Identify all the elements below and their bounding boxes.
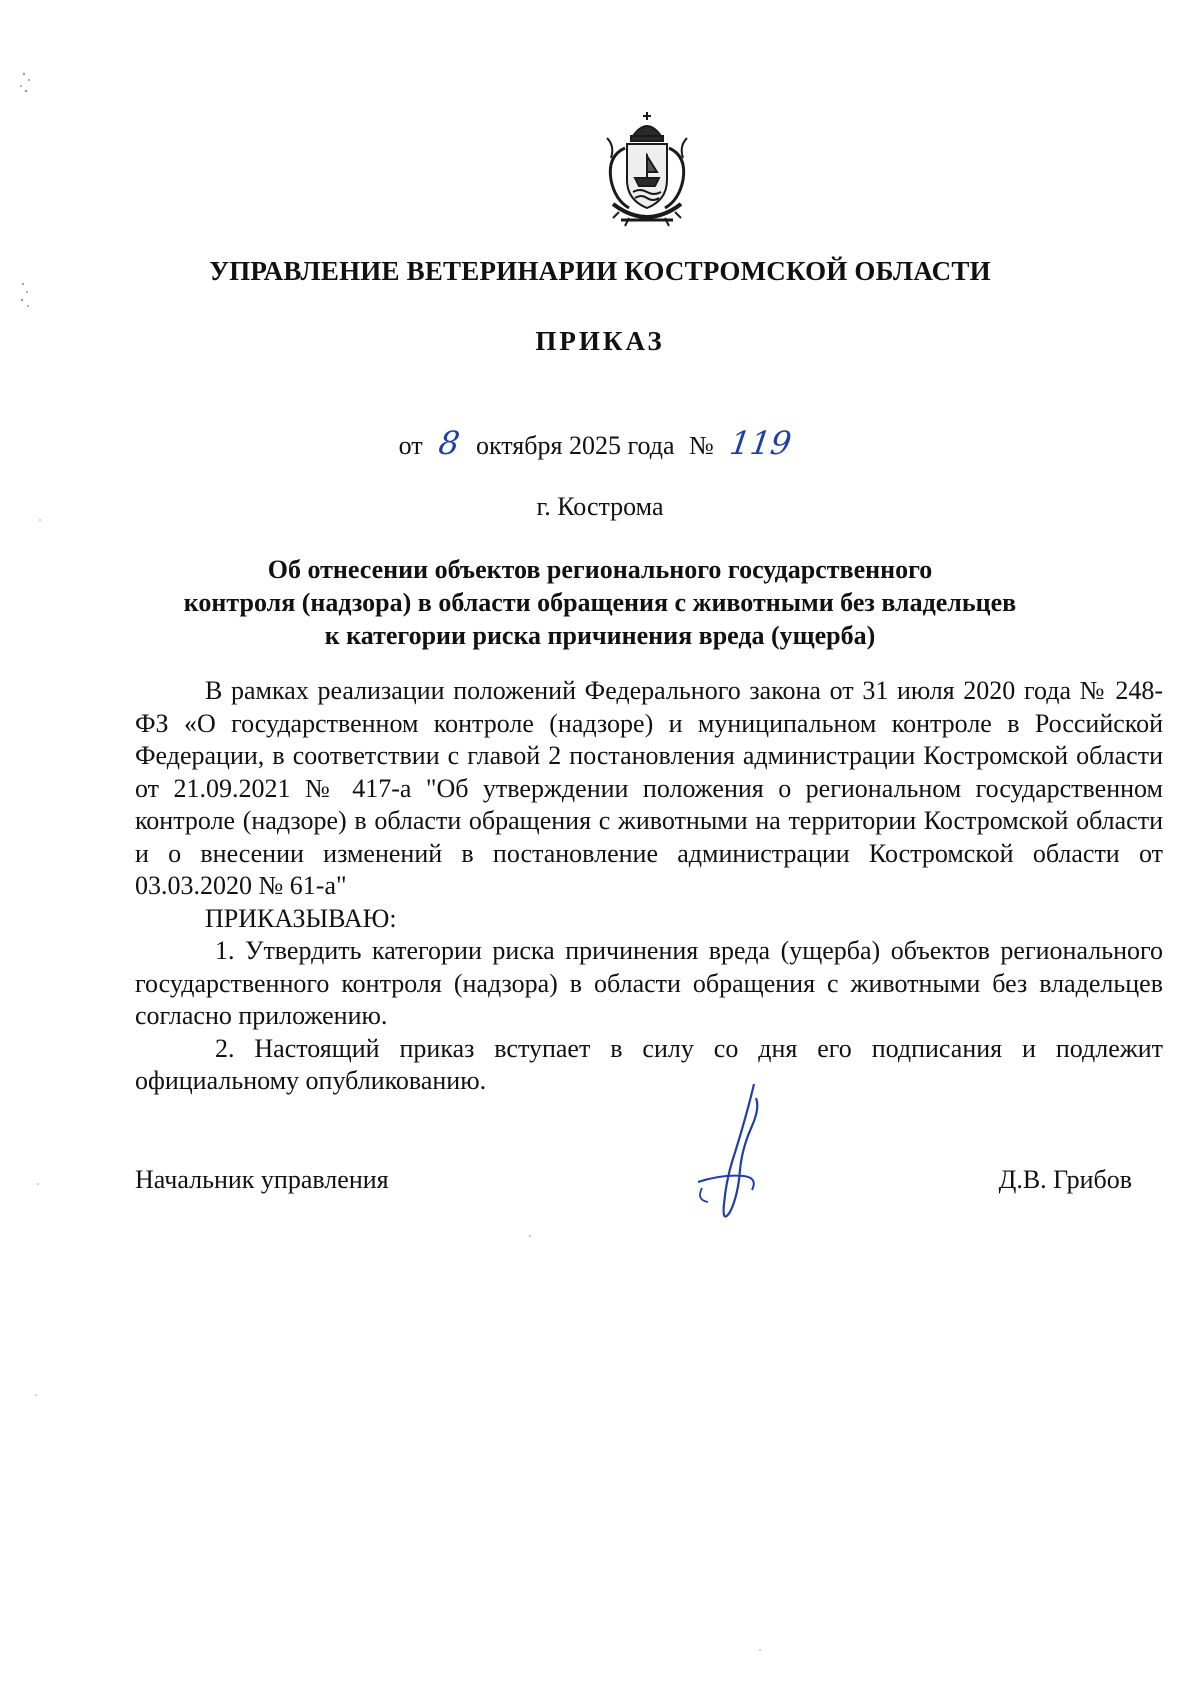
handwritten-day: 8	[436, 424, 463, 462]
number-sign: №	[689, 431, 714, 460]
order-item-1: 1. Утвердить категории риска причинения вреда (ущерба) объектов регионального государственного контроля (надзора) в области обращения с животными без владельцев согласно приложению.	[135, 936, 1163, 1030]
document-type: ПРИКАЗ	[535, 326, 665, 356]
document-body	[135, 675, 1163, 1098]
date-number-line	[0, 424, 1200, 462]
handwritten-signature-icon	[682, 1078, 792, 1228]
order-item-2: 2. Настоящий приказ вступает в силу со дня его подписания и подлежит официальному опубликованию.	[135, 1033, 1163, 1095]
document-subject	[140, 553, 1060, 652]
preamble-paragraph: В рамках реализации положений Федерального закона от 31 июля 2020 года № 248-ФЗ «О государственном контроле (надзоре) и муниципальном контроле в Российской Федерации, в соответствии с главой 2 постановления администрации Костромской области от 21.09.2021 № 417-а "Об утверждении положения о региональном государственном контроле (надзоре) в области обращения с животными на территории Костромской области и о внесении изменений в постановление администрации Костромской области от 03.03.2020 № 61-а"	[135, 676, 1163, 900]
subject-line-1: Об отнесении объектов регионального государственного	[267, 555, 933, 584]
subject-line-3: к категории риска причинения вреда (ущерба)	[324, 621, 876, 650]
order-word: ПРИКАЗЫВАЮ:	[205, 903, 397, 933]
city: г. Кострома	[536, 492, 664, 521]
kostroma-coat-of-arms-icon	[585, 108, 709, 232]
signer-position: Начальник управления	[135, 1165, 389, 1194]
handwritten-number: 119	[727, 424, 795, 462]
organization-title: УПРАВЛЕНИЕ ВЕТЕРИНАРИИ КОСТРОМСКОЙ ОБЛАСТИ	[209, 256, 991, 286]
date-prefix: от	[398, 431, 423, 460]
signer-name: Д.В. Грибов	[998, 1165, 1132, 1194]
date-month-year: октября 2025 года	[476, 431, 675, 460]
subject-line-2: контроля (надзора) в области обращения с животными без владельцев	[183, 588, 1017, 617]
